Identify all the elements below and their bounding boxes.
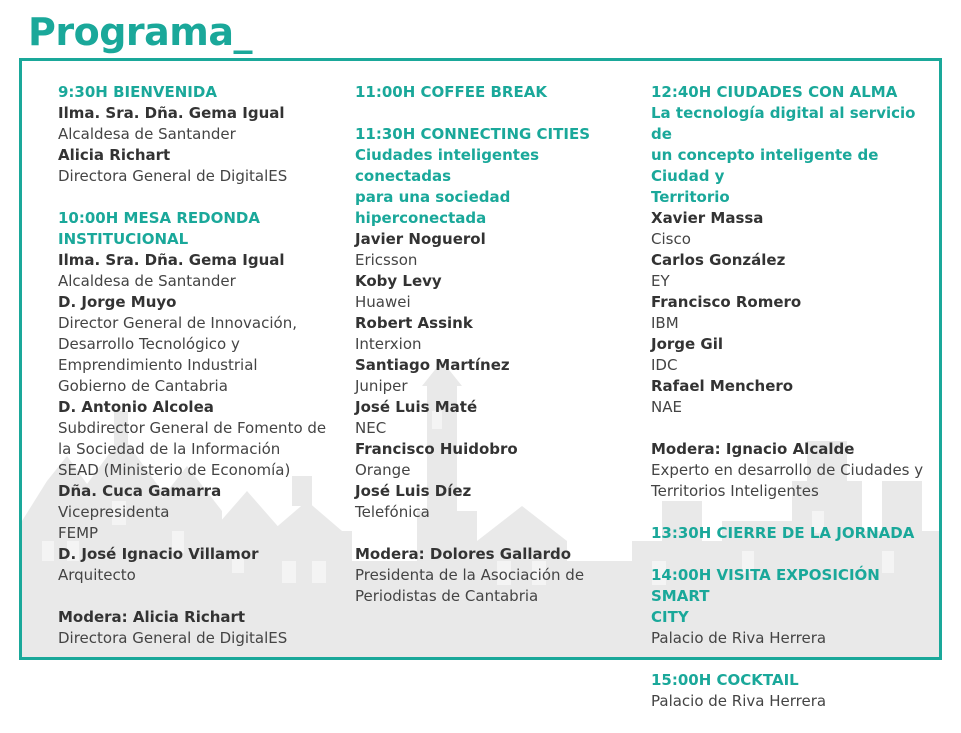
speaker-role: la Sociedad de la Información [58, 440, 281, 458]
agenda-section [355, 82, 640, 103]
session-heading: 10:00H MESA REDONDA [58, 209, 260, 227]
program-column-3 [651, 82, 936, 733]
speaker-name: José Luis Maté [355, 398, 478, 416]
speaker-name: Rafael Menchero [651, 377, 794, 395]
session-heading: 15:00H COCKTAIL [651, 671, 799, 689]
moderator-role: Periodistas de Cantabria [355, 587, 539, 605]
agenda-section [355, 544, 640, 607]
session-heading: 14:00H VISITA EXPOSICIÓN SMART [651, 566, 880, 605]
session-heading: INSTITUCIONAL [58, 230, 189, 248]
speaker-role: Ericsson [355, 251, 418, 269]
speaker-role: FEMP [58, 524, 99, 542]
venue-text: Palacio de Riva Herrera [651, 629, 827, 647]
speaker-name: D. Antonio Alcolea [58, 398, 214, 416]
speaker-name: Robert Assink [355, 314, 473, 332]
speaker-role: Gobierno de Cantabria [58, 377, 228, 395]
speaker-role: Arquitecto [58, 566, 136, 584]
agenda-section [651, 523, 936, 544]
session-heading: 11:00H COFFEE BREAK [355, 83, 547, 101]
speaker-role: SEAD (Ministerio de Economía) [58, 461, 291, 479]
speaker-role: Subdirector General de Fomento de [58, 419, 327, 437]
speaker-name: D. José Ignacio Villamor [58, 545, 259, 563]
agenda-section [58, 208, 343, 586]
speaker-role: Cisco [651, 230, 691, 248]
speaker-role: NAE [651, 398, 682, 416]
speaker-name: José Luis Díez [355, 482, 472, 500]
moderator-role: Experto en desarrollo de Ciudades y [651, 461, 924, 479]
speaker-name: Dña. Cuca Gamarra [58, 482, 222, 500]
speaker-name: Jorge Gil [651, 335, 724, 353]
speaker-name: Ilma. Sra. Dña. Gema Igual [58, 251, 285, 269]
speaker-name: Javier Noguerol [355, 230, 486, 248]
session-subheading: para una sociedad hiperconectada [355, 188, 511, 227]
speaker-role: Huawei [355, 293, 411, 311]
speaker-role: Orange [355, 461, 411, 479]
speaker-name: Francisco Romero [651, 293, 802, 311]
speaker-role: IBM [651, 314, 679, 332]
speaker-name: Xavier Massa [651, 209, 764, 227]
session-subheading: un concepto inteligente de Ciudad y [651, 146, 879, 185]
program-frame [19, 58, 942, 710]
speaker-role: Vicepresidenta [58, 503, 170, 521]
speaker-role: Directora General de DigitalES [58, 167, 288, 185]
moderator-name: Modera: Alicia Richart [58, 608, 246, 626]
speaker-role: Interxion [355, 335, 422, 353]
speaker-role: Director General de Innovación, [58, 314, 297, 332]
moderator-name: Modera: Ignacio Alcalde [651, 440, 855, 458]
moderator-name: Modera: Dolores Gallardo [355, 545, 572, 563]
speaker-role: Telefónica [355, 503, 430, 521]
speaker-role: IDC [651, 356, 678, 374]
moderator-role: Directora General de DigitalES [58, 629, 288, 647]
agenda-section [651, 670, 936, 712]
speaker-role: Alcaldesa de Santander [58, 272, 236, 290]
venue-text: Palacio de Riva Herrera [651, 692, 827, 710]
program-column-2 [355, 82, 640, 628]
speaker-role: Juniper [355, 377, 408, 395]
session-subheading: Ciudades inteligentes conectadas [355, 146, 540, 185]
agenda-section [651, 439, 936, 502]
speaker-name: Francisco Huidobro [355, 440, 518, 458]
agenda-section [355, 124, 640, 523]
page-title: Programa_ [28, 10, 253, 54]
moderator-role: Territorios Inteligentes [651, 482, 819, 500]
program-column-1 [58, 82, 343, 670]
session-subheading: Territorio [651, 188, 730, 206]
speaker-role: Desarrollo Tecnológico y [58, 335, 240, 353]
speaker-name: Ilma. Sra. Dña. Gema Igual [58, 104, 285, 122]
agenda-section [58, 607, 343, 649]
moderator-role: Presidenta de la Asociación de [355, 566, 585, 584]
session-heading: 12:40H CIUDADES CON ALMA [651, 83, 898, 101]
agenda-section [651, 82, 936, 418]
speaker-name: D. Jorge Muyo [58, 293, 177, 311]
speaker-name: Alicia Richart [58, 146, 171, 164]
session-heading: 11:30H CONNECTING CITIES [355, 125, 590, 143]
agenda-section [58, 82, 343, 187]
session-heading: CITY [651, 608, 689, 626]
speaker-name: Santiago Martínez [355, 356, 510, 374]
speaker-role: NEC [355, 419, 387, 437]
session-subheading: La tecnología digital al servicio de [651, 104, 916, 143]
session-heading: 9:30H BIENVENIDA [58, 83, 217, 101]
speaker-role: EY [651, 272, 670, 290]
agenda-section [651, 565, 936, 649]
session-heading: 13:30H CIERRE DE LA JORNADA [651, 524, 915, 542]
speaker-name: Koby Levy [355, 272, 442, 290]
speaker-role: Emprendimiento Industrial [58, 356, 258, 374]
speaker-role: Alcaldesa de Santander [58, 125, 236, 143]
speaker-name: Carlos González [651, 251, 786, 269]
